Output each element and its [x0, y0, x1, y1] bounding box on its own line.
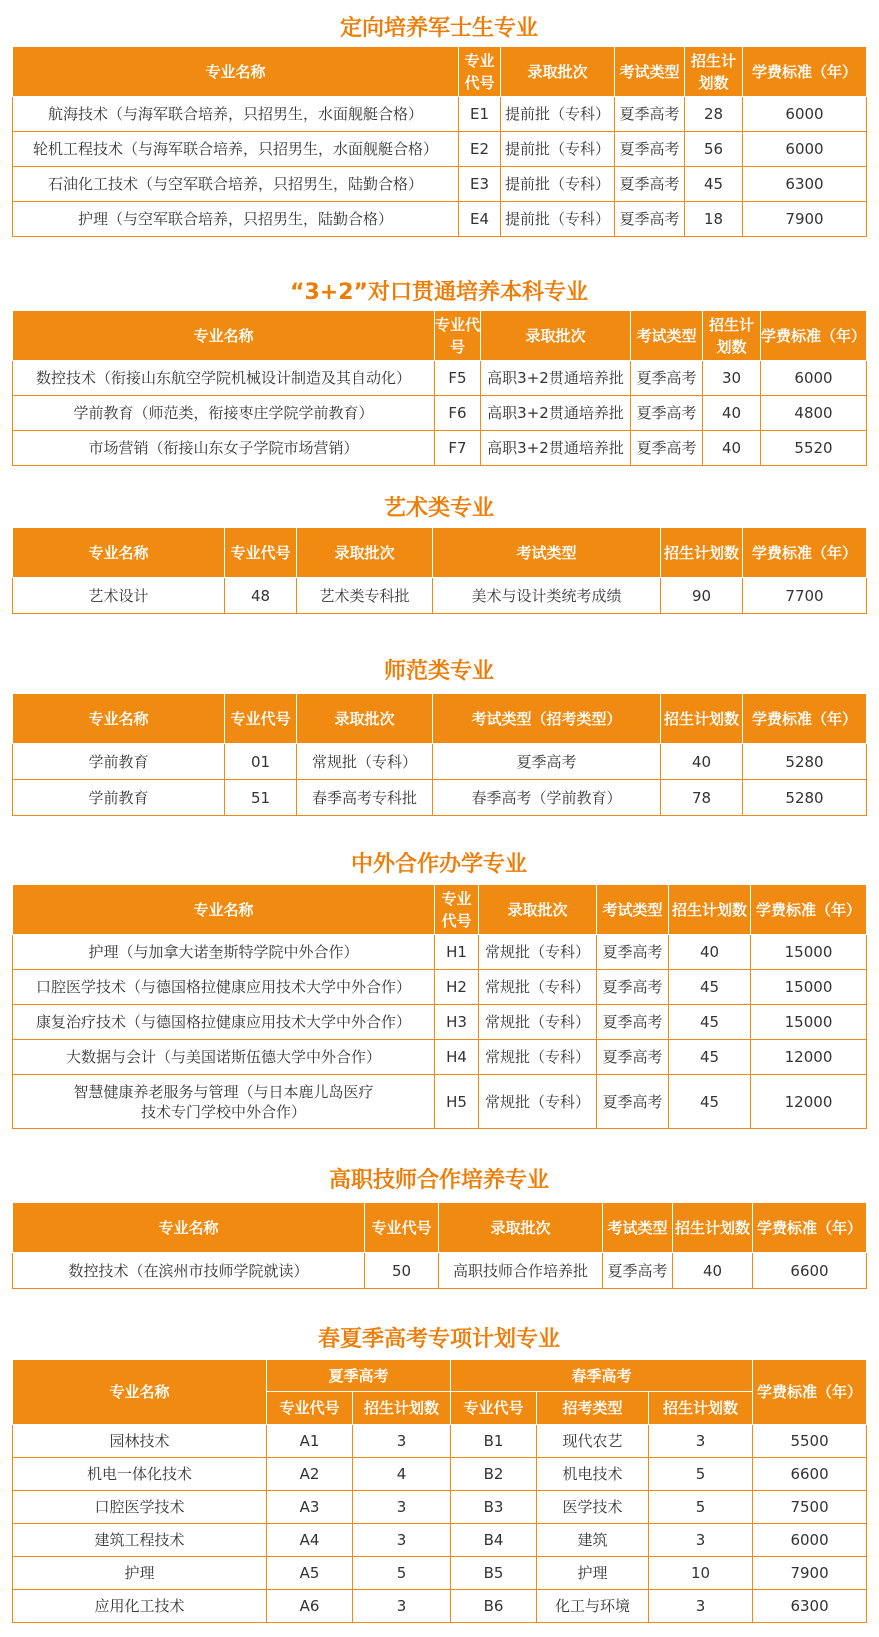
- exam-cell: 夏季高考: [631, 396, 703, 431]
- header-cell: 招生计划数: [661, 694, 743, 744]
- header-cell: 录取批次: [439, 1203, 603, 1253]
- batch-cell: 提前批（专科）: [501, 167, 615, 202]
- header-cell: 专业代号: [365, 1203, 439, 1253]
- plan-cell: 40: [703, 396, 761, 431]
- header-cell: 专业代号: [435, 885, 479, 935]
- major-name-cell: 艺术设计: [13, 578, 225, 614]
- batch-cell: 常规批（专科）: [479, 1040, 597, 1075]
- fee-cell: 15000: [751, 935, 867, 970]
- major-name-cell: 航海技术（与海军联合培养，只招男生，水面舰艇合格）: [13, 97, 459, 132]
- table-row: [13, 1458, 867, 1491]
- table-row: [13, 780, 867, 816]
- major-name-cell: 数控技术（衔接山东航空学院机械设计制造及其自动化）: [13, 361, 435, 396]
- fee-cell: 6600: [753, 1458, 867, 1491]
- fee-cell: 15000: [751, 1005, 867, 1040]
- table-row: [13, 396, 867, 431]
- header-cell: 考试类型: [433, 528, 661, 578]
- fee-cell: 5520: [761, 431, 867, 466]
- table-row: [13, 935, 867, 970]
- table-row: [13, 578, 867, 614]
- code-cell: B6: [451, 1590, 537, 1623]
- header-cell: 招生计划数: [669, 885, 751, 935]
- exam-cell: 美术与设计类统考成绩: [433, 578, 661, 614]
- exam-cell: 化工与环境: [537, 1590, 649, 1623]
- code-cell: E2: [459, 132, 501, 167]
- fee-cell: 4800: [761, 396, 867, 431]
- plan-cell: 40: [673, 1253, 753, 1289]
- header-cell: 专业名称: [13, 1203, 365, 1253]
- exam-cell: 夏季高考: [603, 1253, 673, 1289]
- code-cell: H5: [435, 1075, 479, 1129]
- code-cell: A5: [267, 1557, 353, 1590]
- major-name-cell: 大数据与会计（与美国诺斯伍德大学中外合作）: [13, 1040, 435, 1075]
- plan-cell: 3: [649, 1590, 753, 1623]
- section-title-3plus2: “3+2”对口贯通培养本科专业: [290, 280, 588, 305]
- plan-cell: 5: [353, 1557, 451, 1590]
- header-cell: 专业名称: [13, 528, 225, 578]
- batch-cell: 高职3+2贯通培养批: [481, 361, 631, 396]
- plan-cell: 40: [661, 744, 743, 780]
- header-cell: 考试类型（招考类型）: [433, 694, 661, 744]
- header-cell: 录取批次: [479, 885, 597, 935]
- section-title-art: 艺术类专业: [383, 496, 494, 521]
- table-row: [13, 1491, 867, 1524]
- batch-cell: 常规批（专科）: [479, 970, 597, 1005]
- table-row: [13, 431, 867, 466]
- exam-cell: 夏季高考: [597, 935, 669, 970]
- exam-cell: 夏季高考: [615, 202, 685, 237]
- header-cell: 招生计划数: [649, 1392, 753, 1425]
- header-cell: 录取批次: [481, 311, 631, 361]
- table-normal: [12, 693, 867, 816]
- exam-cell: 夏季高考: [597, 1075, 669, 1129]
- header-cell: 专业代号: [225, 694, 297, 744]
- fee-cell: 12000: [751, 1040, 867, 1075]
- header-cell: 专业代号: [267, 1392, 353, 1425]
- major-name-cell: 机电一体化技术: [13, 1458, 267, 1491]
- table-art: [12, 527, 867, 614]
- fee-cell: 5280: [743, 744, 867, 780]
- header-cell: 招生计划数: [703, 311, 761, 361]
- fee-cell: 7900: [743, 202, 867, 237]
- code-cell: B1: [451, 1425, 537, 1458]
- header-cell: 考试类型: [603, 1203, 673, 1253]
- header-cell: 学费标准（年）: [743, 47, 867, 97]
- table-3plus2: [12, 310, 867, 466]
- code-cell: A3: [267, 1491, 353, 1524]
- section-title-special: 春夏季高考专项计划专业: [317, 1327, 560, 1352]
- table-row: [13, 1075, 867, 1129]
- plan-cell: 5: [649, 1458, 753, 1491]
- header-row: [13, 47, 867, 97]
- batch-cell: 提前批（专科）: [501, 132, 615, 167]
- code-cell: H3: [435, 1005, 479, 1040]
- exam-cell: 春季高考（学前教育）: [433, 780, 661, 816]
- table-sino-foreign: [12, 884, 867, 1129]
- plan-cell: 45: [669, 1075, 751, 1129]
- table-special: [12, 1359, 867, 1623]
- section-title-military: 定向培养军士生专业: [339, 16, 538, 41]
- header-cell: 招考类型: [537, 1392, 649, 1425]
- plan-cell: 45: [669, 970, 751, 1005]
- plan-cell: 18: [685, 202, 743, 237]
- header-cell: 专业名称: [13, 885, 435, 935]
- code-cell: 48: [225, 578, 297, 614]
- plan-cell: 3: [353, 1425, 451, 1458]
- header-cell: 专业代号: [459, 47, 501, 97]
- plan-cell: 4: [353, 1458, 451, 1491]
- batch-cell: 常规批（专科）: [297, 744, 433, 780]
- major-name-cell: 护理（与加拿大诺奎斯特学院中外合作）: [13, 935, 435, 970]
- header-cell: 春季高考: [451, 1360, 753, 1392]
- batch-cell: 高职3+2贯通培养批: [481, 396, 631, 431]
- major-name-cell: 口腔医学技术: [13, 1491, 267, 1524]
- table-military: [12, 46, 867, 237]
- table-row: [13, 1425, 867, 1458]
- major-name-cell: 园林技术: [13, 1425, 267, 1458]
- plan-cell: 3: [649, 1524, 753, 1557]
- code-cell: F5: [435, 361, 481, 396]
- major-name-cell: 护理: [13, 1557, 267, 1590]
- exam-cell: 夏季高考: [597, 1005, 669, 1040]
- major-name-cell: 数控技术（在滨州市技师学院就读）: [13, 1253, 365, 1289]
- major-name-cell: 学前教育（师范类，衔接枣庄学院学前教育）: [13, 396, 435, 431]
- header-cell: 学费标准（年）: [753, 1360, 867, 1425]
- header-cell: 考试类型: [597, 885, 669, 935]
- header-cell: 专业名称: [13, 311, 435, 361]
- table-row: [13, 97, 867, 132]
- table-row: [13, 1040, 867, 1075]
- header-cell: 录取批次: [297, 694, 433, 744]
- plan-cell: 40: [703, 431, 761, 466]
- major-name-cell: 护理（与空军联合培养，只招男生，陆勤合格）: [13, 202, 459, 237]
- fee-cell: 7700: [743, 578, 867, 614]
- code-cell: F6: [435, 396, 481, 431]
- header-cell: 录取批次: [297, 528, 433, 578]
- header-row: [13, 311, 867, 361]
- section-title-technician: 高职技师合作培养专业: [328, 1168, 549, 1193]
- table-row: [13, 202, 867, 237]
- table-row: [13, 1590, 867, 1623]
- batch-cell: 常规批（专科）: [479, 1005, 597, 1040]
- header-cell: 专业名称: [13, 694, 225, 744]
- batch-cell: 常规批（专科）: [479, 935, 597, 970]
- header-cell: 夏季高考: [267, 1360, 451, 1392]
- header-cell: 学费标准（年）: [751, 885, 867, 935]
- code-cell: 01: [225, 744, 297, 780]
- plan-cell: 45: [669, 1040, 751, 1075]
- exam-cell: 医学技术: [537, 1491, 649, 1524]
- table-row: [13, 744, 867, 780]
- code-cell: A6: [267, 1590, 353, 1623]
- plan-cell: 3: [353, 1590, 451, 1623]
- header-row: [13, 885, 867, 935]
- major-name-cell: 学前教育: [13, 780, 225, 816]
- header-row: [13, 694, 867, 744]
- table-row: [13, 361, 867, 396]
- header-cell: 学费标准（年）: [743, 528, 867, 578]
- major-name-cell: 应用化工技术: [13, 1590, 267, 1623]
- code-cell: B3: [451, 1491, 537, 1524]
- plan-cell: 3: [353, 1524, 451, 1557]
- code-cell: E3: [459, 167, 501, 202]
- exam-cell: 夏季高考: [631, 361, 703, 396]
- fee-cell: 5280: [743, 780, 867, 816]
- plan-cell: 90: [661, 578, 743, 614]
- exam-cell: 夏季高考: [597, 1040, 669, 1075]
- batch-cell: 提前批（专科）: [501, 202, 615, 237]
- header-cell: 录取批次: [501, 47, 615, 97]
- batch-cell: 春季高考专科批: [297, 780, 433, 816]
- header-row: [13, 1203, 867, 1253]
- fee-cell: 6000: [743, 97, 867, 132]
- section-title-normal: 师范类专业: [383, 659, 494, 684]
- code-cell: 51: [225, 780, 297, 816]
- code-cell: A4: [267, 1524, 353, 1557]
- table-row: [13, 167, 867, 202]
- code-cell: 50: [365, 1253, 439, 1289]
- fee-cell: 5500: [753, 1425, 867, 1458]
- fee-cell: 6300: [753, 1590, 867, 1623]
- header-cell: 专业代号: [225, 528, 297, 578]
- header-cell: 专业代号: [435, 311, 481, 361]
- plan-cell: 45: [685, 167, 743, 202]
- exam-cell: 夏季高考: [615, 132, 685, 167]
- batch-cell: 提前批（专科）: [501, 97, 615, 132]
- code-cell: B2: [451, 1458, 537, 1491]
- plan-cell: 3: [649, 1425, 753, 1458]
- batch-cell: 高职技师合作培养批: [439, 1253, 603, 1289]
- fee-cell: 7500: [753, 1491, 867, 1524]
- code-cell: E4: [459, 202, 501, 237]
- exam-cell: 夏季高考: [615, 97, 685, 132]
- table-row: [13, 132, 867, 167]
- fee-cell: 6300: [743, 167, 867, 202]
- header-cell: 考试类型: [631, 311, 703, 361]
- code-cell: B5: [451, 1557, 537, 1590]
- code-cell: A1: [267, 1425, 353, 1458]
- header-cell: 学费标准（年）: [743, 694, 867, 744]
- exam-cell: 夏季高考: [631, 431, 703, 466]
- fee-cell: 15000: [751, 970, 867, 1005]
- section-title-sino-foreign: 中外合作办学专业: [350, 852, 527, 877]
- plan-cell: 5: [649, 1491, 753, 1524]
- header-cell: 学费标准（年）: [753, 1203, 867, 1253]
- plan-cell: 78: [661, 780, 743, 816]
- header-cell: 专业代号: [451, 1392, 537, 1425]
- table-technician: [12, 1202, 867, 1289]
- header-cell: 招生计划数: [673, 1203, 753, 1253]
- plan-cell: 28: [685, 97, 743, 132]
- code-cell: F7: [435, 431, 481, 466]
- batch-cell: 常规批（专科）: [479, 1075, 597, 1129]
- exam-cell: 夏季高考: [597, 970, 669, 1005]
- fee-cell: 12000: [751, 1075, 867, 1129]
- fee-cell: 6000: [753, 1524, 867, 1557]
- exam-cell: 现代农艺: [537, 1425, 649, 1458]
- exam-cell: 夏季高考: [433, 744, 661, 780]
- fee-cell: 6000: [761, 361, 867, 396]
- plan-cell: 10: [649, 1557, 753, 1590]
- fee-cell: 6000: [743, 132, 867, 167]
- header-cell: 招生计划数: [661, 528, 743, 578]
- major-name-cell: 康复治疗技术（与德国格拉健康应用技术大学中外合作）: [13, 1005, 435, 1040]
- major-name-cell: 轮机工程技术（与海军联合培养，只招男生，水面舰艇合格）: [13, 132, 459, 167]
- header-cell: 考试类型: [615, 47, 685, 97]
- code-cell: E1: [459, 97, 501, 132]
- code-cell: H1: [435, 935, 479, 970]
- major-name-cell: 学前教育: [13, 744, 225, 780]
- code-cell: H4: [435, 1040, 479, 1075]
- batch-cell: 艺术类专科批: [297, 578, 433, 614]
- header-cell: 专业名称: [13, 1360, 267, 1425]
- code-cell: H2: [435, 970, 479, 1005]
- exam-cell: 夏季高考: [615, 167, 685, 202]
- fee-cell: 6600: [753, 1253, 867, 1289]
- plan-cell: 40: [669, 935, 751, 970]
- major-name-cell: 石油化工技术（与空军联合培养，只招男生，陆勤合格）: [13, 167, 459, 202]
- plan-cell: 56: [685, 132, 743, 167]
- code-cell: A2: [267, 1458, 353, 1491]
- header-cell: 招生计划数: [685, 47, 743, 97]
- plan-cell: 30: [703, 361, 761, 396]
- batch-cell: 高职3+2贯通培养批: [481, 431, 631, 466]
- table-row: [13, 1524, 867, 1557]
- table-row: [13, 1253, 867, 1289]
- header-cell: 学费标准（年）: [761, 311, 867, 361]
- major-name-cell: 口腔医学技术（与德国格拉健康应用技术大学中外合作）: [13, 970, 435, 1005]
- fee-cell: 7900: [753, 1557, 867, 1590]
- plan-cell: 45: [669, 1005, 751, 1040]
- table-row: [13, 1557, 867, 1590]
- header-cell: 招生计划数: [353, 1392, 451, 1425]
- exam-cell: 建筑: [537, 1524, 649, 1557]
- exam-cell: 护理: [537, 1557, 649, 1590]
- table-row: [13, 970, 867, 1005]
- code-cell: B4: [451, 1524, 537, 1557]
- plan-cell: 3: [353, 1491, 451, 1524]
- major-name-cell: 建筑工程技术: [13, 1524, 267, 1557]
- header-row: [13, 1360, 867, 1392]
- exam-cell: 机电技术: [537, 1458, 649, 1491]
- major-name-cell: 市场营销（衔接山东女子学院市场营销）: [13, 431, 435, 466]
- header-row: [13, 528, 867, 578]
- major-name-cell: 智慧健康养老服务与管理（与日本鹿儿岛医疗技术专门学校中外合作）: [13, 1075, 435, 1129]
- table-row: [13, 1005, 867, 1040]
- header-cell: 专业名称: [13, 47, 459, 97]
